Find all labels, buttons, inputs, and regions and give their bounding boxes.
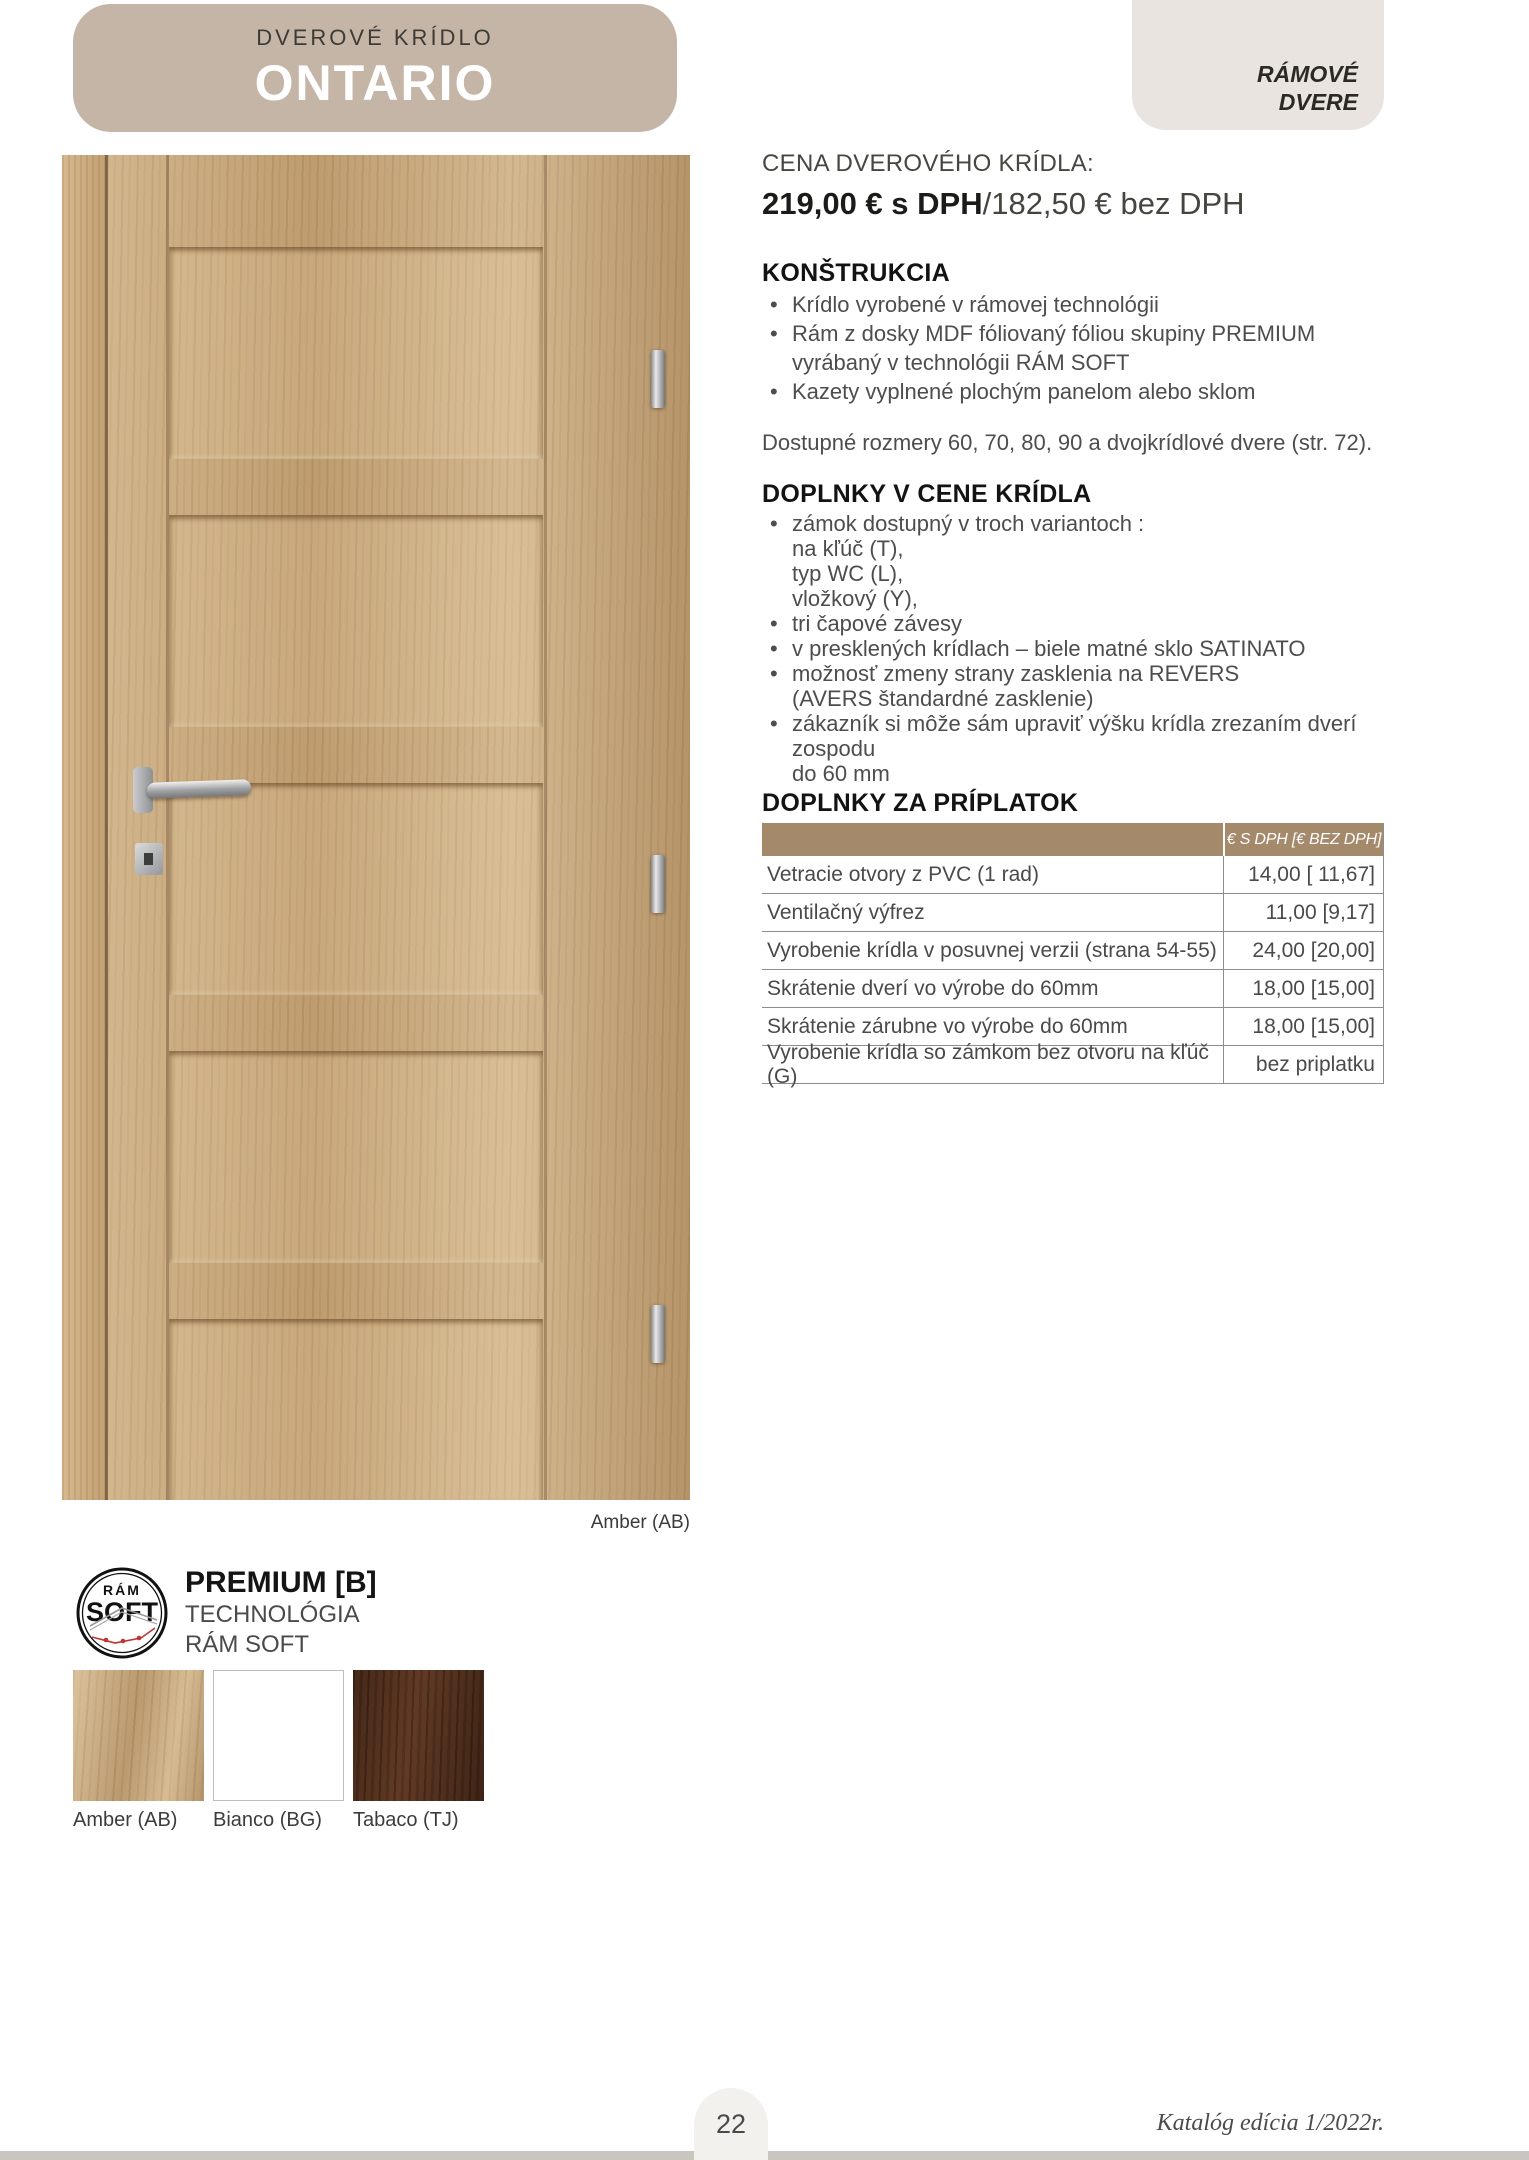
bullet-line: typ WC (L),	[792, 561, 904, 586]
surcharges-price-header: € S DPH [€ BEZ DPH]	[1225, 823, 1383, 856]
technology-text	[185, 1566, 377, 1660]
page-title: ONTARIO	[254, 54, 496, 111]
bullet-item	[762, 661, 1384, 711]
swatch-column	[213, 1670, 344, 1832]
door-handle	[133, 767, 273, 887]
door-panel	[169, 1051, 543, 1263]
door-jamb	[62, 155, 108, 1500]
bullet-line: vyrábaný v technológii RÁM SOFT	[792, 350, 1130, 375]
table-row-label: Vetracie otvory z PVC (1 rad)	[767, 862, 1039, 886]
swatch-name: Bianco (BG)	[213, 1809, 322, 1831]
table-row	[762, 970, 1383, 1008]
door-hinge	[651, 1305, 665, 1363]
table-row-label: Ventilačný výfrez	[767, 900, 925, 924]
door-leaf	[111, 155, 690, 1500]
bullet-item	[762, 636, 1384, 661]
swatch	[213, 1670, 344, 1801]
details-column	[762, 150, 1384, 1088]
table-row-label: Skrátenie dverí vo výrobe do 60mm	[767, 976, 1099, 1000]
table-row-price: bez priplatku	[1223, 1046, 1383, 1083]
page-number: 22	[715, 2108, 747, 2139]
swatch	[353, 1670, 484, 1801]
bullet-line: • Kazety vyplnené plochým panelom alebo sklom	[792, 379, 1256, 404]
construction-list	[762, 290, 1384, 406]
bullet-item	[762, 377, 1384, 406]
table-row-price: 14,00 [ 11,67]	[1223, 856, 1383, 893]
swatch	[73, 1670, 204, 1801]
logo-text-ram: RÁM	[103, 1582, 141, 1598]
swatch-name: Tabaco (TJ)	[353, 1809, 459, 1831]
price-without-vat: /182,50 € bez DPH	[982, 186, 1245, 221]
door-photo	[62, 155, 690, 1500]
bullet-item	[762, 711, 1384, 786]
table-row-price: 11,00 [9,17]	[1223, 894, 1383, 931]
table-row-price: 18,00 [15,00]	[1223, 1008, 1383, 1045]
door-hinge	[651, 855, 665, 913]
bullet-item	[762, 290, 1384, 319]
bullet-line: • možnosť zmeny strany zasklenia na REVERS	[792, 661, 1240, 686]
swatch-column	[353, 1670, 484, 1832]
door-hinge	[651, 350, 665, 408]
table-row-price: 18,00 [15,00]	[1223, 970, 1383, 1007]
bullet-item	[762, 611, 1384, 636]
ram-soft-logo	[75, 1566, 169, 1660]
surcharges-table	[762, 823, 1384, 1088]
technology-line1: TECHNOLÓGIA	[185, 1601, 360, 1628]
table-row	[762, 932, 1383, 970]
bullet-line: • zámok dostupný v troch variantoch :	[792, 511, 1145, 536]
bullet-line: (AVERS štandardné zasklenie)	[792, 686, 1094, 711]
bullet-line: • v presklených krídlach – biele matné sklo SATINATO	[792, 636, 1306, 661]
product-kicker: DVEROVÉ KRÍDLO	[256, 24, 494, 50]
door-keyhole-plate	[135, 843, 163, 875]
table-row-price: 24,00 [20,00]	[1223, 932, 1383, 969]
category-badge-line2: DVERE	[1278, 89, 1358, 115]
section-heading-included: DOPLNKY V CENE KRÍDLA	[762, 480, 1092, 508]
table-row	[762, 894, 1383, 932]
bullet-line: vložkový (Y),	[792, 586, 918, 611]
door-caption: Amber (AB)	[590, 1512, 690, 1533]
door-stile-groove	[544, 155, 547, 1500]
logo-text-soft: SOFT	[86, 1597, 158, 1627]
technology-line2: RÁM SOFT	[185, 1631, 309, 1658]
swatch-name: Amber (AB)	[73, 1809, 178, 1831]
bullet-line: • tri čapové závesy	[792, 611, 962, 636]
surcharges-table-body	[762, 856, 1383, 1088]
color-swatches	[73, 1670, 484, 1832]
price-with-vat: 219,00 € s DPH	[762, 186, 983, 221]
price-label: CENA DVEROVÉHO KRÍDLA:	[762, 150, 1095, 177]
bullet-line: do 60 mm	[792, 761, 890, 786]
table-row	[762, 856, 1383, 894]
category-badge	[1132, 0, 1384, 130]
swatch-column	[73, 1670, 204, 1832]
table-row	[762, 1040, 1383, 1088]
included-list	[762, 511, 1384, 786]
section-heading-construction: KONŠTRUKCIA	[762, 259, 951, 287]
category-badge-line1: RÁMOVÉ	[1257, 61, 1358, 87]
bullet-item	[762, 319, 1384, 377]
surcharges-table-header	[762, 823, 1383, 856]
table-row-label: Skrátenie zárubne vo výrobe do 60mm	[767, 1014, 1128, 1038]
bullet-line: • Rám z dosky MDF fóliovaný fóliou skupiny PREMIUM	[792, 321, 1316, 346]
bullet-item	[762, 511, 1384, 611]
section-heading-surcharges: DOPLNKY ZA PRÍPLATOK	[762, 789, 1079, 817]
product-header	[73, 4, 677, 132]
edition-note: Katalóg edícia 1/2022r.	[1156, 2110, 1384, 2136]
bullet-line: na kľúč (T),	[792, 536, 904, 561]
door-panel	[169, 515, 543, 727]
bullet-line: • Krídlo vyrobené v rámovej technológii	[792, 292, 1159, 317]
technology-block	[75, 1566, 377, 1660]
door-panel	[169, 1319, 543, 1500]
price-value	[762, 184, 1384, 224]
sizes-note: Dostupné rozmery 60, 70, 80, 90 a dvojkrídlové dvere (str. 72).	[762, 430, 1373, 455]
table-row-label: Vyrobenie krídla v posuvnej verzii (strana 54-55)	[767, 938, 1217, 962]
table-row-label: Vyrobenie krídla so zámkom bez otvoru na kľúč (G)	[767, 1040, 1209, 1088]
page-number-pill	[694, 2088, 768, 2160]
bullet-line: • zákazník si môže sám upraviť výšku krídla zrezaním dverí zospodu	[792, 711, 1357, 761]
door-handle-lever	[147, 779, 251, 799]
technology-title: PREMIUM [B]	[185, 1566, 377, 1599]
surcharges-header-spacer	[762, 823, 1223, 856]
door-panel	[169, 247, 543, 459]
